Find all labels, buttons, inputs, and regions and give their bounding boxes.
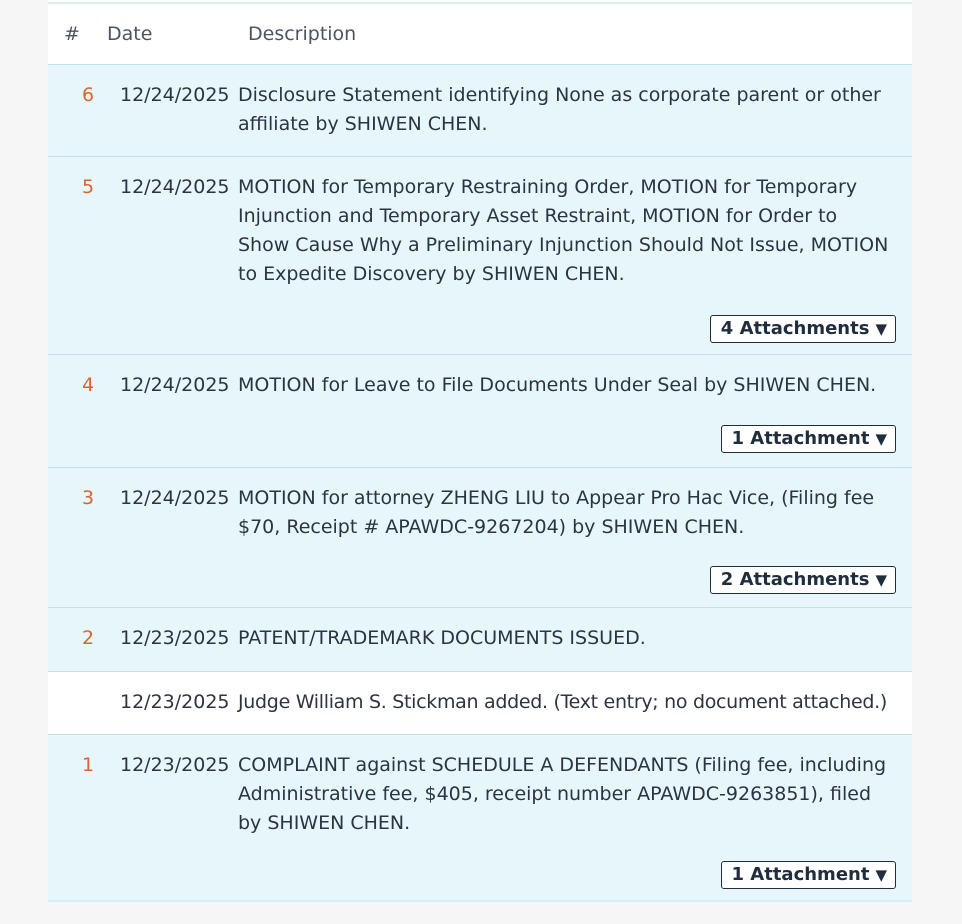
attachments-label: 1 Attachment <box>731 864 870 885</box>
caret-down-icon: ▼ <box>875 866 887 884</box>
entry-description: Disclosure Statement identifying None as corporate parent or other affiliate by SHIWEN CHEN. <box>238 84 881 135</box>
entry-date: 12/23/2025 <box>120 627 230 649</box>
header-number: # <box>64 23 80 45</box>
attachments-toggle-button[interactable] <box>721 861 897 889</box>
entry-date: 12/24/2025 <box>120 374 230 396</box>
entry-number[interactable]: 3 <box>82 487 95 509</box>
table-row <box>48 354 912 467</box>
entry-date: 12/24/2025 <box>120 176 230 198</box>
entry-description: COMPLAINT against SCHEDULE A DEFENDANTS (Filing fee, including Administrative fee, $405, receipt number APAWDC-9263851), filed by SHIWEN CHEN. <box>238 754 887 834</box>
table-header <box>48 4 912 64</box>
table-row <box>48 64 912 156</box>
bottom-divider <box>48 900 912 902</box>
caret-down-icon: ▼ <box>875 320 887 338</box>
entry-date: 12/23/2025 <box>120 691 230 713</box>
table-row <box>48 734 912 902</box>
attachments-label: 1 Attachment <box>731 428 870 449</box>
attachments-label: 4 Attachments <box>720 318 870 339</box>
caret-down-icon: ▼ <box>875 571 887 589</box>
table-row <box>48 671 912 734</box>
header-date: Date <box>107 23 153 45</box>
caret-down-icon: ▼ <box>875 430 887 448</box>
docket-panel <box>48 0 912 902</box>
entry-date: 12/23/2025 <box>120 754 230 776</box>
entry-date: 12/24/2025 <box>120 84 230 106</box>
table-row <box>48 607 912 671</box>
attachments-toggle-button[interactable] <box>721 425 897 453</box>
entry-description: MOTION for Leave to File Documents Under Seal by SHIWEN CHEN. <box>238 374 877 396</box>
entry-description: Judge William S. Stickman added. (Text entry; no document attached.) <box>238 691 888 713</box>
attachments-toggle-button[interactable] <box>710 566 896 594</box>
entry-number[interactable]: 1 <box>82 754 95 776</box>
entry-number[interactable]: 4 <box>82 374 95 396</box>
entry-number[interactable]: 5 <box>82 176 95 198</box>
attachments-label: 2 Attachments <box>720 569 870 590</box>
table-row <box>48 467 912 607</box>
docket-entries <box>48 64 912 902</box>
table-row <box>48 156 912 354</box>
entry-number[interactable]: 2 <box>82 627 95 649</box>
entry-number[interactable]: 6 <box>82 84 95 106</box>
entry-description: PATENT/TRADEMARK DOCUMENTS ISSUED. <box>238 627 646 649</box>
entry-date: 12/24/2025 <box>120 487 230 509</box>
attachments-toggle-button[interactable] <box>710 315 896 343</box>
header-description: Description <box>248 23 357 45</box>
entry-description: MOTION for attorney ZHENG LIU to Appear Pro Hac Vice, (Filing fee $70, Receipt # APAWDC-9267204) by SHIWEN CHEN. <box>238 487 875 538</box>
entry-description: MOTION for Temporary Restraining Order, MOTION for Temporary Injunction and Temporary Asset Restraint, MOTION for Order to Show Cause Why a Preliminary Injunction Should Not Issue, MOTION to Expedite Discovery by SHIWEN CHEN. <box>238 176 889 285</box>
